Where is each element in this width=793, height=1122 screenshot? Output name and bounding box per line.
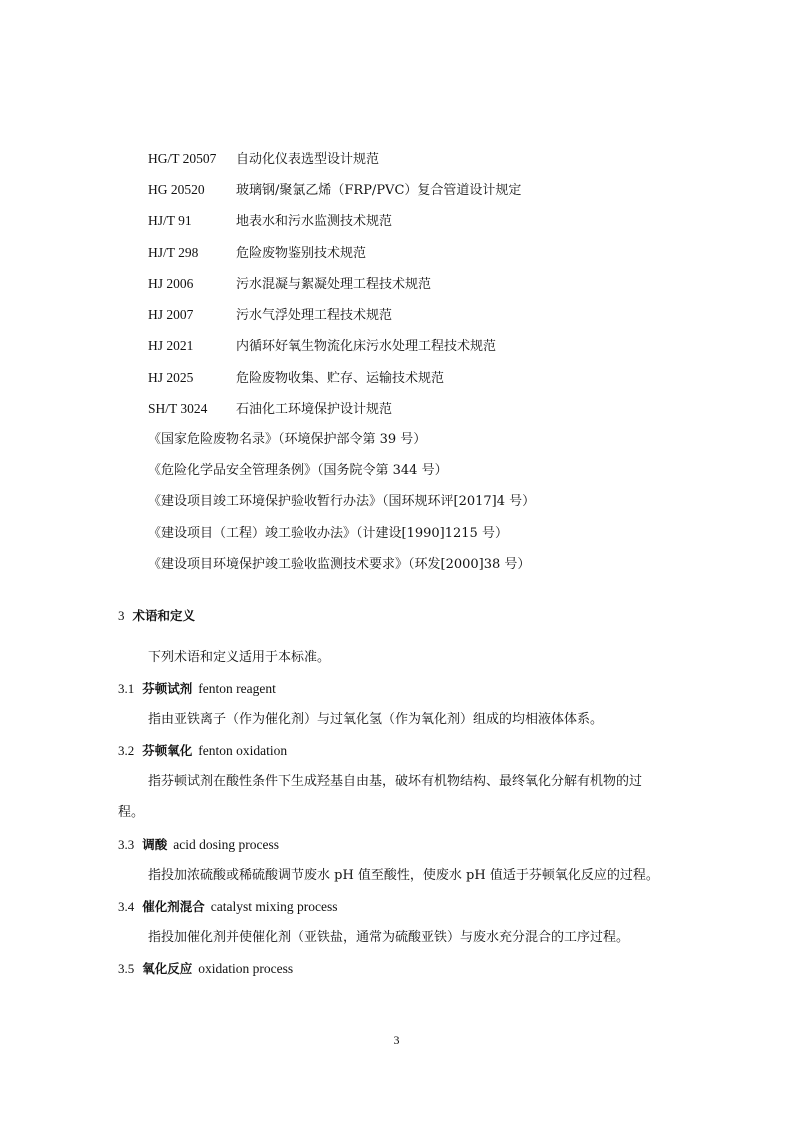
term-heading bbox=[118, 835, 279, 855]
section-number: 3 bbox=[118, 608, 125, 623]
standard-code: SH/T 3024 bbox=[148, 401, 208, 416]
standard-code: HJ 2025 bbox=[148, 370, 194, 385]
regulation-reference: 《建设项目环境保护竣工验收监测技术要求》（环发[2000]38 号） bbox=[148, 557, 531, 572]
standard-code: HJ/T 91 bbox=[148, 213, 192, 228]
term-number: 3.4 bbox=[118, 899, 135, 914]
term-name-en: fenton reagent bbox=[198, 681, 276, 696]
section-title: 术语和定义 bbox=[132, 608, 196, 623]
term-heading bbox=[118, 741, 287, 761]
section-heading bbox=[118, 606, 195, 626]
standard-title: 污水气浮处理工程技术规范 bbox=[236, 308, 393, 323]
standard-title: 石油化工环境保护设计规范 bbox=[236, 402, 393, 417]
term-name-en: acid dosing process bbox=[173, 837, 279, 852]
standard-item bbox=[148, 180, 521, 200]
regulation-reference: 《建设项目（工程）竣工验收办法》（计建设[1990]1215 号） bbox=[148, 526, 508, 541]
standard-code: HJ 2021 bbox=[148, 338, 194, 353]
standard-item bbox=[148, 399, 392, 419]
standard-item bbox=[148, 211, 392, 231]
standard-code: HJ 2007 bbox=[148, 307, 194, 322]
term-name-en: catalyst mixing process bbox=[210, 899, 338, 914]
standard-title: 危险废物鉴别技术规范 bbox=[236, 246, 367, 261]
standard-code: HG 20520 bbox=[148, 182, 205, 197]
term-definition: 指芬顿试剂在酸性条件下生成羟基自由基，破坏有机物结构、最终氧化分解有机物的过 bbox=[148, 774, 643, 789]
term-name-en: oxidation process bbox=[198, 961, 294, 976]
standard-item bbox=[148, 149, 379, 169]
standard-code: HG/T 20507 bbox=[148, 151, 217, 166]
term-number: 3.1 bbox=[118, 681, 135, 696]
standard-title: 玻璃钢/聚氯乙烯（FRP/PVC）复合管道设计规定 bbox=[236, 183, 522, 198]
standard-title: 地表水和污水监测技术规范 bbox=[236, 214, 393, 229]
page-number: 3 bbox=[393, 1033, 400, 1047]
standard-item bbox=[148, 305, 392, 325]
term-name-cn: 芬顿试剂 bbox=[142, 681, 193, 696]
term-heading bbox=[118, 959, 293, 979]
standard-title: 污水混凝与絮凝处理工程技术规范 bbox=[236, 277, 432, 292]
term-name-en: fenton oxidation bbox=[198, 743, 288, 758]
term-definition: 指由亚铁离子（作为催化剂）与过氧化氢（作为氧化剂）组成的均相液体体系。 bbox=[148, 712, 604, 727]
standard-code: HJ 2006 bbox=[148, 276, 194, 291]
regulation-reference: 《国家危险废物名录》（环境保护部令第 39 号） bbox=[148, 432, 427, 447]
standard-code: HJ/T 298 bbox=[148, 245, 199, 260]
regulation-reference: 《建设项目竣工环境保护验收暂行办法》（国环规环评[2017]4 号） bbox=[148, 494, 536, 509]
term-number: 3.5 bbox=[118, 961, 135, 976]
term-definition: 指投加浓硫酸或稀硫酸调节废水 pH 值至酸性，使废水 pH 值适于芬顿氧化反应的过程。 bbox=[148, 868, 659, 883]
term-number: 3.2 bbox=[118, 743, 135, 758]
term-name-cn: 调酸 bbox=[142, 837, 168, 852]
term-name-cn: 催化剂混合 bbox=[142, 899, 205, 914]
standard-item bbox=[148, 336, 496, 356]
term-name-cn: 氧化反应 bbox=[142, 961, 193, 976]
standard-title: 内循环好氧生物流化床污水处理工程技术规范 bbox=[236, 339, 497, 354]
standard-item bbox=[148, 243, 366, 263]
term-number: 3.3 bbox=[118, 837, 135, 852]
term-heading bbox=[118, 897, 338, 917]
standard-title: 危险废物收集、贮存、运输技术规范 bbox=[236, 371, 445, 386]
term-definition-continued: 程。 bbox=[118, 805, 145, 820]
term-definition: 指投加催化剂并使催化剂（亚铁盐，通常为硫酸亚铁）与废水充分混合的工序过程。 bbox=[148, 930, 630, 945]
term-heading bbox=[118, 679, 276, 699]
section-intro: 下列术语和定义适用于本标准。 bbox=[148, 650, 331, 665]
standard-item bbox=[148, 274, 431, 294]
standard-item bbox=[148, 368, 444, 388]
standard-title: 自动化仪表选型设计规范 bbox=[236, 152, 380, 167]
term-name-cn: 芬顿氧化 bbox=[142, 743, 193, 758]
regulation-reference: 《危险化学品安全管理条例》（国务院令第 344 号） bbox=[148, 463, 448, 478]
